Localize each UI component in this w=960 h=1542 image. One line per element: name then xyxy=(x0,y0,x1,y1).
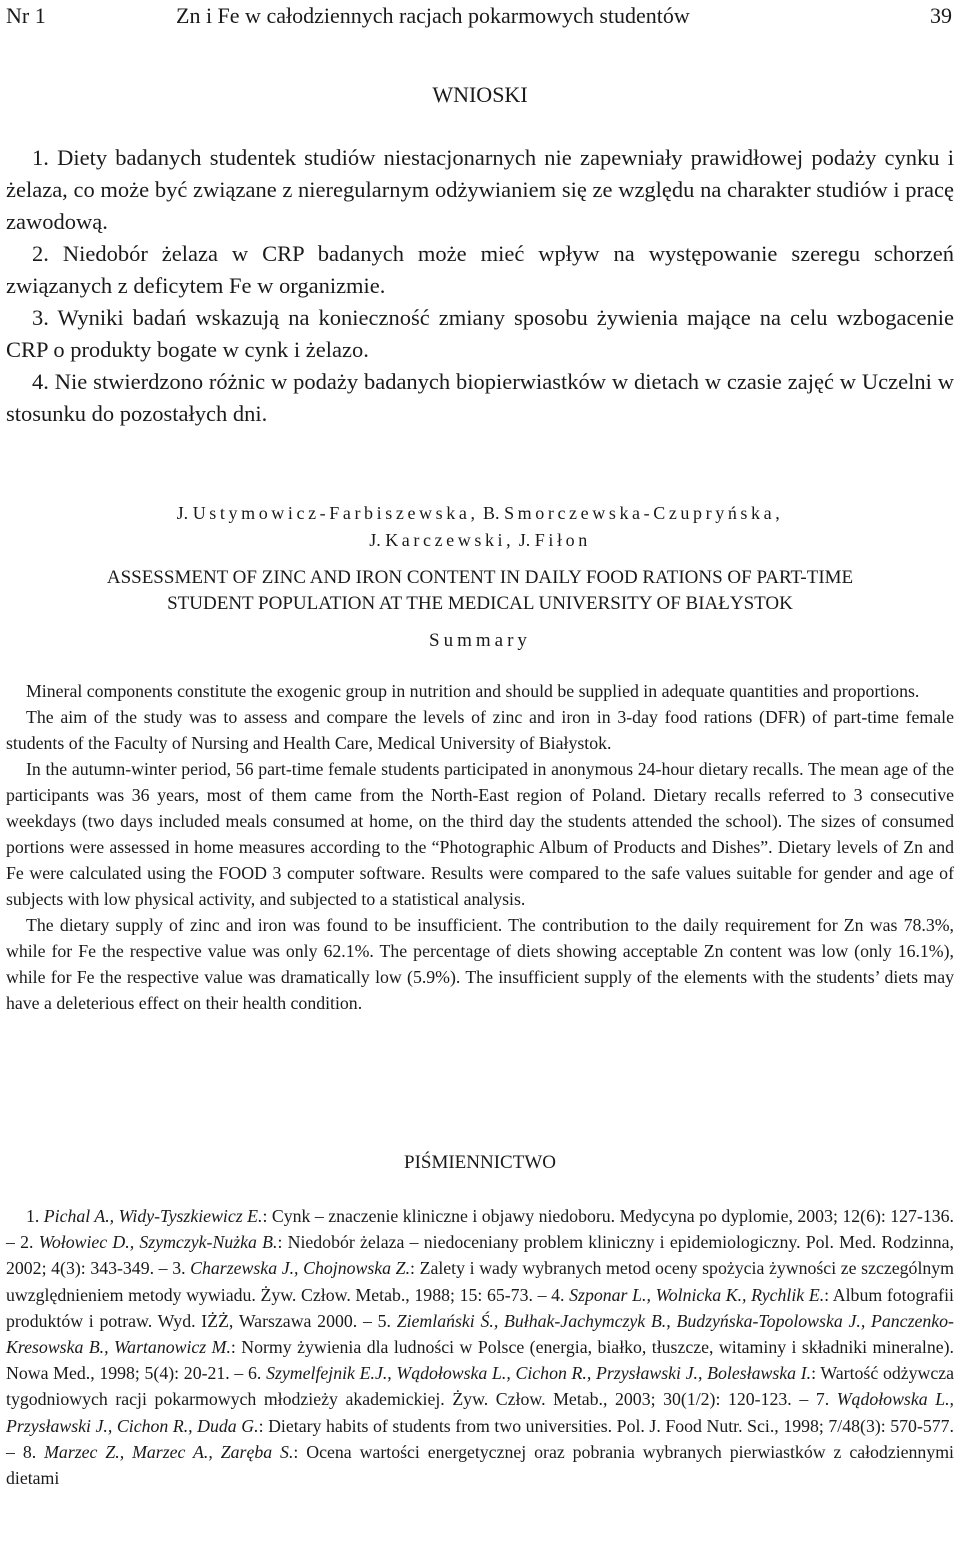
ref-authors: Szymelfejnik E.J., Wądołowska L., Cichon R., Przysławski J., Bolesławska I. xyxy=(266,1363,812,1384)
author-initial: J. xyxy=(369,530,381,550)
summary-paragraph: Mineral components constitute the exogenic group in nutrition and should be supplied in adequate quantities and proportions. xyxy=(26,681,920,701)
author-name: Fiłon xyxy=(534,530,591,550)
english-title-line-2: STUDENT POPULATION AT THE MEDICAL UNIVERSITY OF BIAŁYSTOK xyxy=(167,593,793,614)
conclusion-item: 1. Diety badanych studentek studiów niestacjonarnych nie zapewniały prawidłowej podaży cynku i żelaza, co może być związane z nieregularnym odżywianiem się ze względu na charakter studiów i pracę zawodową. xyxy=(6,145,954,234)
author-name: Ustymowicz-Farbiszewska, xyxy=(192,503,479,523)
ref-number: 4. xyxy=(551,1284,570,1305)
issue-number: Nr 1 xyxy=(6,3,46,28)
author-list xyxy=(0,500,960,554)
references-heading: PIŚMIENNICTWO xyxy=(404,1152,556,1173)
running-head xyxy=(6,2,952,30)
conclusion-item: 3. Wyniki badań wskazują na konieczność zmiany sposobu żywienia mające na celu wzbogacenie CRP o produkty bogate w cynk i żelazo. xyxy=(6,305,954,362)
ref-number: 5. xyxy=(377,1310,397,1331)
references-list xyxy=(6,1203,954,1491)
ref-text: : Album fotografii produktów i potraw. Wyd. IŻŻ, Warszawa 2000. – xyxy=(6,1284,954,1331)
ref-authors: Pichal A., Widy-Tyszkiewicz E. xyxy=(43,1206,263,1226)
summary-paragraph: In the autumn-winter period, 56 part-time female students participated in anonymous 24-hour dietary recalls. The mean age of the participants was 36 years, most of them came from the North-East region of Poland. Dietary recalls referred to 3 consecutive weekdays (two days included meals consumed at home, on the third day the students attended the school). The sizes of consumed portions were assessed in home measures according to the “Photographic Album of Products and Dishes”. Dietary levels of Zn and Fe were calculated using the FOOD 3 computer software. Results were compared to the safe values suitable for gender and age of subjects with low physical activity, and subjected to a statistical analysis. xyxy=(6,759,954,909)
ref-authors: Charzewska J., Chojnowska Z. xyxy=(190,1258,411,1279)
references-paragraph xyxy=(6,1203,954,1491)
ref-number: 7. xyxy=(815,1389,837,1410)
ref-text: : Niedobór żelaza – niedoceniany problem kliniczny i epidemiologiczny. Pol. Med. Rodzinna, 2002; 4(3): 343-349. – xyxy=(6,1232,954,1279)
conclusion-item: 2. Niedobór żelaza w CRP badanych może mieć wpływ na występowanie szeregu schorzeń związanych z deficytem Fe w organizmie. xyxy=(6,241,954,298)
ref-number: 1. xyxy=(26,1206,44,1226)
running-title: Zn i Fe w całodziennych racjach pokarmowych studentów xyxy=(176,3,690,28)
page-number: 39 xyxy=(930,3,952,28)
ref-text: : Normy żywienia dla ludności w Polsce (energia, białko, tłuszcze, witaminy i składniki mineralne). Nowa Med., 1998; 5(4): 20-21. – xyxy=(6,1337,954,1384)
author-name: Smorczewska-Czupryńska, xyxy=(504,503,784,523)
summary-paragraph: The dietary supply of zinc and iron was found to be insufficient. The contribution to the daily requirement for Zn was 78.3%, while for Fe the respective value was only 62.1%. The percentage of diets showing acceptable Zn content was low (only 16.1%), while for Fe the respective value was dramatically low (5.9%). The insufficient supply of the elements with the students’ diets may have a deleterious effect on their health condition. xyxy=(6,915,954,1013)
summary-body xyxy=(6,678,954,1016)
ref-authors: Marzec Z., Marzec A., Zaręba S. xyxy=(44,1441,294,1462)
ref-number: 2. xyxy=(20,1232,39,1253)
summary-paragraph: The aim of the study was to assess and compare the levels of zinc and iron in 3-day food rations (DFR) of part-time female students of the Faculty of Nursing and Health Care, Medical University of Białystok. xyxy=(6,707,954,753)
author-initial: B. xyxy=(483,503,500,523)
ref-number: 6. xyxy=(248,1363,267,1384)
ref-text: : Zalety i wady wybranych metod oceny spożycia żywności ze szczególnym uwzględnieniem metody wywiadu. Żyw. Człow. Metab., 1988; 15: 65-73. – xyxy=(6,1258,954,1305)
conclusions-list xyxy=(6,142,954,430)
ref-authors: Ziemlański Ś., Bułhak-Jachymczyk B., Budzyńska-Topolowska J., Panczenko-Kresowska B., Wartanowicz M. xyxy=(6,1310,954,1358)
author-line-1 xyxy=(0,500,960,527)
ref-text: : Ocena wartości energetycznej oraz pobrania wybranych pierwiastków z całodziennymi dietami xyxy=(6,1441,954,1489)
english-title-line-1: ASSESSMENT OF ZINC AND IRON CONTENT IN DAILY FOOD RATIONS OF PART-TIME xyxy=(106,567,854,588)
ref-number: 8. xyxy=(22,1441,45,1462)
english-title xyxy=(0,565,960,617)
author-initial: J. xyxy=(176,503,189,523)
ref-authors: Szponar L., Wolnicka K., Rychlik E. xyxy=(569,1284,825,1305)
conclusions-heading: WNIOSKI xyxy=(432,82,528,107)
author-line-2 xyxy=(0,527,960,554)
ref-text: : Cynk – znaczenie kliniczne i objawy niedoboru. Medycyna po dyplomie, 2003; 12(6): 127-136. – xyxy=(6,1206,954,1253)
author-initial: J. xyxy=(518,530,531,550)
ref-text: : Dietary habits of students from two universities. Pol. J. Food Nutr. Sci., 1998; 7/48(3): 570-577. – xyxy=(6,1415,954,1462)
ref-authors: Wołowiec D., Szymczyk-Nużka B. xyxy=(38,1232,278,1253)
ref-authors: Wądołowska L., Przysławski J., Cichon R., Duda G. xyxy=(6,1389,955,1436)
conclusion-item: 4. Nie stwierdzono różnic w podaży badanych biopierwiastków w dietach w czasie zajęć w Uczelni w stosunku do pozostałych dni. xyxy=(6,369,954,426)
ref-number: 3. xyxy=(172,1258,191,1279)
ref-text: : Wartość odżywcza tygodniowych racji pokarmowych młodzieży akademickiej. Żyw. Człow. Metab., 2003; 30(1/2): 120-123. – xyxy=(6,1363,955,1410)
author-name: Karczewski, xyxy=(385,530,515,550)
summary-heading: Summary xyxy=(429,630,531,651)
